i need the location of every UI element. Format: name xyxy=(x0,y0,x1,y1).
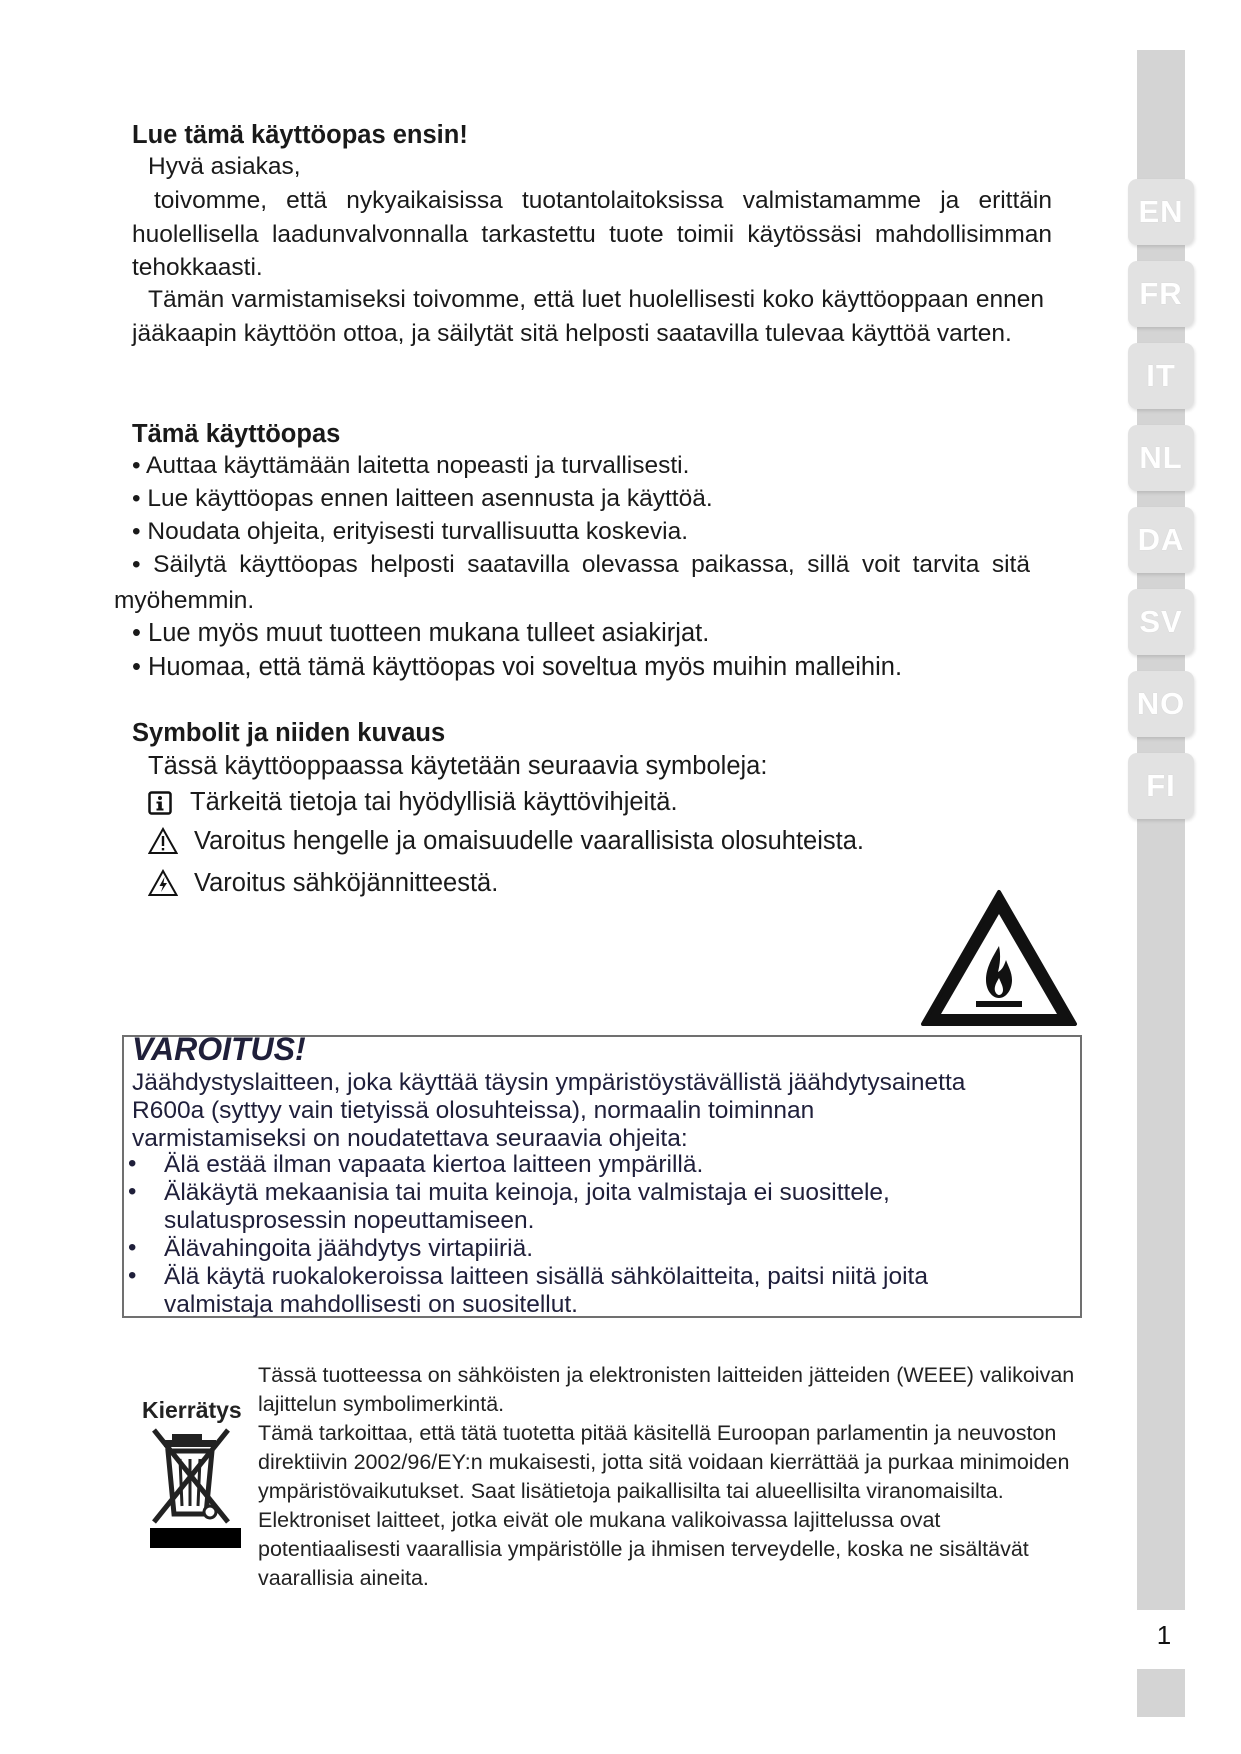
manual-bullet: • Noudata ohjeita, erityisesti turvallisuutta koskevia. xyxy=(132,518,689,545)
symbols-intro: Tässä käyttöoppaassa käytetään seuraavia symboleja: xyxy=(148,752,768,780)
symbol-electric-text: Varoitus sähköjännitteestä. xyxy=(194,869,499,897)
warning-bullet-text: Älä käytä ruokalokeroissa laitteen sisällä sähkölaitteita, paitsi niitä joita xyxy=(164,1263,928,1290)
warning-bullet-dot: • xyxy=(128,1150,137,1177)
recycling-paragraph: Tämä tarkoittaa, että tätä tuotetta pitää käsitellä Euroopan parlamentin ja neuvoston direktiivin 2002/96/EY:n mukaisesti, jotta sitä voidaan kierrättää ja purkaa minimoiden ympäristövaikutukset. Saat lisätietoja paikallisilta tai alueellisilta viranomaisilta. xyxy=(258,1421,1070,1503)
lang-tab-da[interactable]: DA xyxy=(1128,507,1194,573)
intro-heading: Lue tämä käyttöopas ensin! xyxy=(132,121,468,149)
intro-paragraph-2: Tämän varmistamiseksi toivomme, että luet huolellisesti koko käyttöoppaan ennen jääkaapin käyttöön ottoa, ja säilytät sitä helposti saatavilla tulevaa käyttöä varten. xyxy=(132,286,1044,347)
lang-tab-sv[interactable]: SV xyxy=(1128,589,1194,655)
manual-bullet: • Säilytä käyttöopas helposti saatavilla olevassa paikassa, sillä voit tarvita sitä xyxy=(132,551,1030,578)
strip-bottom-block xyxy=(1137,1669,1185,1717)
warning-bullet-text: valmistaja mahdollisesti on suositellut. xyxy=(164,1291,578,1318)
lang-tab-nl[interactable]: NL xyxy=(1128,425,1194,491)
intro-paragraph-1: toivomme, että nykyaikaisissa tuotantolaitoksissa valmistamamme ja erittäin huolellisella laadunvalvonnalla tarkastettu tuote toimii käytössäsi mahdollisimman tehokkaasti. xyxy=(132,187,1052,281)
page-number: 1 xyxy=(1156,1620,1172,1650)
warning-bullet-dot: • xyxy=(128,1262,137,1289)
recycling-paragraph: Tässä tuotteessa on sähköisten ja elektronisten laitteiden jätteiden (WEEE) valikoivan lajittelun symbolimerkintä. xyxy=(258,1363,1075,1416)
electric-warning-icon xyxy=(148,869,178,897)
warning-intro-line: R600a (syttyy vain tietyissä olosuhteissa), normaalin toiminnan xyxy=(132,1097,815,1124)
lang-tab-it[interactable]: IT xyxy=(1128,343,1194,409)
manual-bullet: • Huomaa, että tämä käyttöopas voi soveltua myös muihin malleihin. xyxy=(132,653,903,681)
manual-bullet: • Lue käyttöopas ennen laitteen asennusta ja käyttöä. xyxy=(132,485,713,512)
warning-bullet-dot: • xyxy=(128,1178,137,1205)
warning-bullet-text: Älä estää ilman vapaata kiertoa laitteen ympärillä. xyxy=(164,1151,704,1178)
lang-tab-en[interactable]: EN xyxy=(1128,179,1194,245)
warning-intro-line: varmistamiseksi on noudatettava seuraavia ohjeita: xyxy=(132,1125,688,1152)
symbol-warning-text: Varoitus hengelle ja omaisuudelle vaarallisista olosuhteista. xyxy=(194,827,864,855)
symbols-heading: Symbolit ja niiden kuvaus xyxy=(132,719,446,747)
symbol-info-text: Tärkeitä tietoja tai hyödyllisiä käyttövihjeitä. xyxy=(190,788,678,816)
warning-intro-line: Jäähdystyslaitteen, joka käyttää täysin ympäristöystävällistä jäähdytysainetta xyxy=(132,1069,966,1096)
greeting: Hyvä asiakas, xyxy=(148,153,301,180)
manual-bullet: • Auttaa käyttämään laitetta nopeasti ja turvallisesti. xyxy=(132,452,690,479)
weee-bin-icon xyxy=(150,1426,245,1549)
warning-bullet-text: sulatusprosessin nopeuttamiseen. xyxy=(164,1207,535,1234)
manual-bullet-continuation: myöhemmin. xyxy=(114,587,255,614)
warning-icon xyxy=(148,827,178,855)
recycling-label: Kierrätys xyxy=(142,1397,242,1423)
warning-bullet-text: Äläkäytä mekaanisia tai muita keinoja, joita valmistaja ei suosittele, xyxy=(164,1179,890,1206)
warning-bullet-dot: • xyxy=(128,1234,137,1261)
manual-bullet: • Lue myös muut tuotteen mukana tulleet asiakirjat. xyxy=(132,619,710,647)
lang-tab-no[interactable]: NO xyxy=(1128,671,1194,737)
lang-tab-fr[interactable]: FR xyxy=(1128,261,1194,327)
warning-title: VAROITUS! xyxy=(132,1031,306,1067)
info-icon xyxy=(148,791,172,815)
manual-heading: Tämä käyttöopas xyxy=(132,420,341,448)
flammable-warning-sign xyxy=(920,888,1078,1028)
lang-tab-fi[interactable]: FI xyxy=(1128,753,1194,819)
recycling-paragraph: Elektroniset laitteet, jotka eivät ole mukana valikoivassa lajittelussa ovat potentiaalisesti vaarallisia ympäristölle ja ihmisen terveydelle, koska ne sisältävät vaarallisia aineita. xyxy=(258,1508,1029,1590)
warning-bullet-text: Älävahingoita jäähdytys virtapiiriä. xyxy=(164,1235,534,1262)
recycling-text xyxy=(258,1361,1078,1593)
